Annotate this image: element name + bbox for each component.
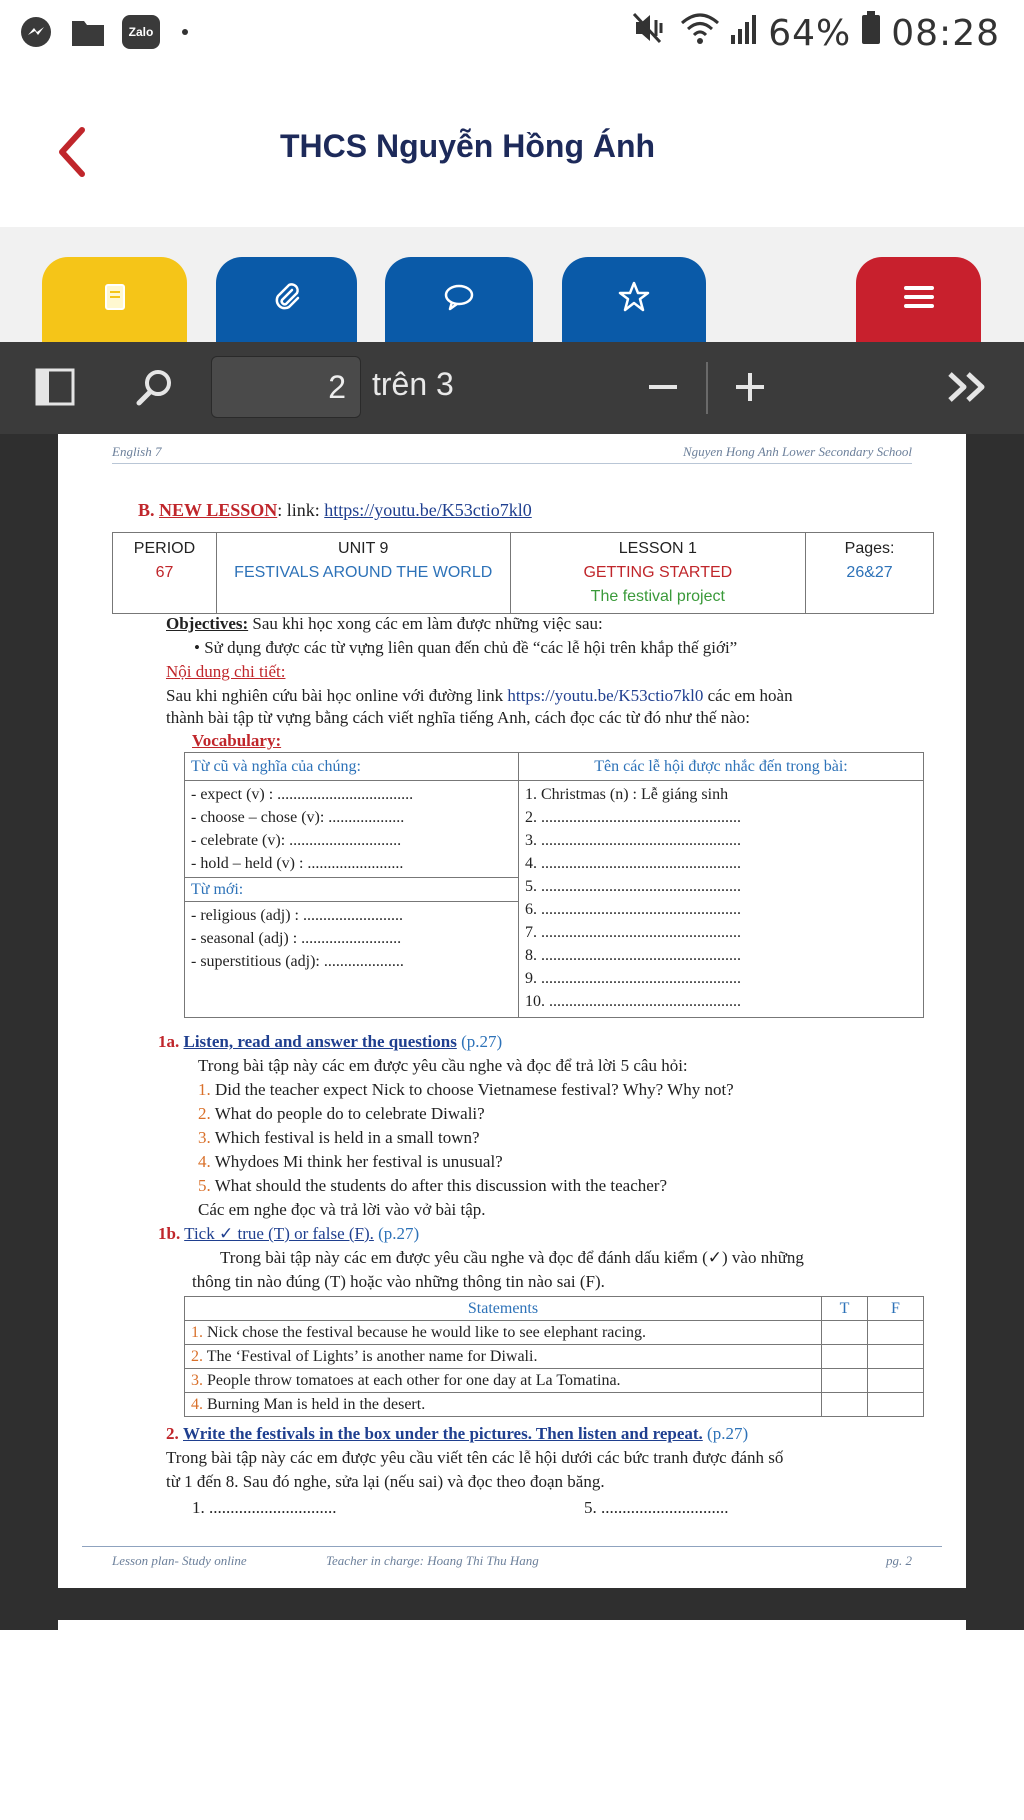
period-cell	[113, 533, 217, 614]
table-row	[185, 1345, 924, 1369]
ex2-page: (p.27)	[707, 1424, 749, 1443]
toolbar-separator	[706, 362, 708, 414]
more-tools-icon[interactable]	[944, 366, 990, 408]
old-words-head: Từ cũ và nghĩa của chúng:	[185, 753, 519, 781]
festival-item: 7. ..................................................	[525, 924, 741, 941]
true-checkbox-cell[interactable]	[822, 1393, 868, 1417]
statement-cell	[185, 1369, 822, 1393]
ex1b-intro-2: thông tin nào đúng (T) hoặc vào những thông tin nào sai (F).	[192, 1272, 605, 1291]
tab-favorites[interactable]	[562, 257, 706, 342]
true-checkbox-cell[interactable]	[822, 1369, 868, 1393]
footer-mid: Teacher in charge: Hoang Thi Thu Hang	[326, 1553, 539, 1568]
false-checkbox-cell[interactable]	[868, 1369, 924, 1393]
pdf-page	[58, 434, 966, 1588]
ex1a-intro: Trong bài tập này các em được yêu cầu nghe và đọc để trả lời 5 câu hỏi:	[198, 1056, 688, 1075]
folder-icon	[70, 14, 106, 50]
lesson-subtitle: The festival project	[590, 588, 725, 605]
lesson-value: GETTING STARTED	[583, 564, 733, 581]
pages-value: 26&27	[846, 564, 893, 581]
ex1a-question	[198, 1080, 734, 1100]
festival-item: 1. Christmas (n) : Lễ giáng sinh	[525, 786, 729, 803]
new-word-item: - religious (adj) : .........................	[191, 907, 403, 924]
statement-text: Burning Man is held in the desert.	[207, 1396, 426, 1413]
objectives-line	[166, 614, 603, 634]
ex2-line-2: từ 1 đến 8. Sau đó nghe, sửa lại (nếu sai) và đọc theo đoạn băng.	[166, 1472, 605, 1491]
true-checkbox-cell[interactable]	[822, 1345, 868, 1369]
ex1a-question	[198, 1176, 667, 1196]
vocab-label: Vocabulary:	[192, 731, 282, 750]
ex1a-page: (p.27)	[461, 1032, 503, 1051]
objectives-bullet: • Sử dụng được các từ vựng liên quan đến chủ đề “các lễ hội trên khắp thế giới”	[194, 638, 738, 657]
pdf-viewer[interactable]	[0, 434, 1024, 1630]
question-text: Which festival is held in a small town?	[214, 1128, 480, 1147]
status-bar	[0, 0, 1024, 72]
question-text: What do people do to celebrate Diwali?	[214, 1104, 485, 1123]
festival-item: 5. ..................................................	[525, 878, 741, 895]
app-bar	[0, 72, 1024, 227]
footer-right: pg. 2	[886, 1553, 912, 1568]
ex1a-outro: Các em nghe đọc và trả lời vào vở bài tập.	[198, 1200, 486, 1219]
tab-menu[interactable]	[856, 257, 981, 342]
statements-head: Statements	[185, 1297, 822, 1321]
unit-cell	[216, 533, 510, 614]
ex1b-number: 1b.	[158, 1224, 181, 1243]
statement-text: People throw tomatoes at each other for one day at La Tomatina.	[207, 1372, 621, 1389]
section-b-prefix: B.	[138, 500, 155, 520]
ex2-blank-5: 5. ..............................	[584, 1498, 729, 1517]
new-words-head: Từ mới:	[185, 877, 518, 902]
notification-dot	[182, 29, 188, 35]
question-text: Did the teacher expect Nick to choose Vietnamese festival? Why? Why not?	[215, 1080, 734, 1099]
battery-icon	[861, 11, 881, 55]
unit-value: FESTIVALS AROUND THE WORLD	[234, 564, 493, 581]
question-number: 1.	[198, 1080, 211, 1099]
festival-item: 2. ..................................................	[525, 809, 741, 826]
paperclip-icon	[270, 280, 304, 319]
festival-item: 6. ..................................................	[525, 901, 741, 918]
ex1a-title: Listen, read and answer the questions	[183, 1032, 457, 1051]
period-head: PERIOD	[133, 540, 196, 557]
statement-cell	[185, 1321, 822, 1345]
clock: 08:28	[891, 12, 1000, 54]
next-page-edge	[58, 1620, 966, 1630]
page-number-input[interactable]: 2	[211, 356, 361, 418]
zalo-icon: Zalo	[122, 15, 160, 49]
page-header	[112, 438, 912, 464]
detail-text-a: Sau khi nghiên cứu bài học online với đường link	[166, 686, 504, 705]
question-number: 3.	[198, 1128, 211, 1147]
question-number: 2.	[198, 1104, 211, 1123]
statement-cell	[185, 1393, 822, 1417]
ex1b-page: (p.27)	[378, 1224, 420, 1243]
ex1b-intro-1: Trong bài tập này các em được yêu cầu nghe và đọc để đánh dấu kiểm (✓) vào những	[220, 1248, 804, 1267]
objectives-text: Sau khi học xong các em làm được những việc sau:	[252, 614, 603, 633]
detail-text-b: các em hoàn	[707, 686, 793, 705]
table-row	[185, 1321, 924, 1345]
question-text: What should the students do after this discussion with the teacher?	[214, 1176, 667, 1195]
zoom-in-button[interactable]	[733, 366, 767, 408]
page-footer	[82, 1546, 942, 1572]
festival-item: 10. ................................................	[525, 993, 741, 1010]
ex1a-question	[198, 1128, 480, 1148]
ex1b-heading	[158, 1224, 419, 1244]
true-head: T	[822, 1297, 868, 1321]
header-left: English 7	[112, 444, 162, 459]
zoom-out-button[interactable]	[646, 366, 680, 408]
ex1a-number: 1a.	[158, 1032, 180, 1051]
festival-item: 9. ..................................................	[525, 970, 741, 987]
festival-item: 4. ..................................................	[525, 855, 741, 872]
festival-item: 8. ..................................................	[525, 947, 741, 964]
vocab-words-cell	[185, 781, 519, 1018]
pages-head: Pages:	[844, 540, 895, 557]
vocab-table	[184, 752, 924, 1018]
search-icon[interactable]	[134, 366, 176, 408]
footer-left: Lesson plan- Study online	[112, 1553, 247, 1568]
signal-icon	[730, 12, 758, 55]
statement-number: 4.	[191, 1396, 203, 1413]
section-b-link[interactable]: https://youtu.be/K53ctio7kl0	[324, 500, 532, 520]
messenger-icon	[18, 14, 54, 50]
mute-vibrate-icon	[630, 10, 670, 56]
header-right: Nguyen Hong Anh Lower Secondary School	[682, 444, 912, 459]
tab-attachments[interactable]	[216, 257, 357, 342]
app-title: THCS Nguyễn Hồng Ánh	[280, 128, 656, 164]
battery-percent: 64%	[768, 12, 852, 54]
lesson-head: LESSON 1	[618, 540, 697, 557]
false-checkbox-cell[interactable]	[868, 1321, 924, 1345]
table-row	[185, 1393, 924, 1417]
pages-cell	[806, 533, 934, 614]
ex2-title: Write the festivals in the box under the pictures. Then listen and repeat.	[183, 1424, 703, 1443]
ex2-line-1: Trong bài tập này các em được yêu cầu viết tên các lễ hội dưới các bức tranh được đánh số	[166, 1448, 784, 1467]
old-word-item: - choose – chose (v): ...................	[191, 809, 405, 826]
section-b-title: NEW LESSON	[159, 500, 278, 520]
question-text: Whydoes Mi think her festival is unusual?	[214, 1152, 503, 1171]
question-number: 5.	[198, 1176, 211, 1195]
wifi-icon	[680, 11, 720, 55]
detail-link[interactable]: https://youtu.be/K53ctio7kl0	[507, 686, 704, 705]
false-checkbox-cell[interactable]	[868, 1345, 924, 1369]
section-b-link-label: : link:	[277, 500, 320, 520]
period-value: 67	[155, 564, 174, 581]
statements-table	[184, 1296, 924, 1417]
false-head: F	[868, 1297, 924, 1321]
ex2-blank-1: 1. ..............................	[192, 1498, 337, 1517]
old-word-item: - celebrate (v): ............................	[191, 832, 402, 849]
statement-text: Nick chose the festival because he would like to see elephant racing.	[207, 1324, 646, 1341]
menu-icon	[902, 280, 936, 319]
ex2-heading	[166, 1424, 748, 1444]
true-checkbox-cell[interactable]	[822, 1321, 868, 1345]
chat-bubble-icon	[442, 280, 476, 319]
period-table	[112, 532, 934, 614]
unit-head: UNIT 9	[338, 540, 389, 557]
festival-item: 3. ..................................................	[525, 832, 741, 849]
lesson-cell	[510, 533, 806, 614]
statement-cell	[185, 1345, 822, 1369]
pdf-toolbar	[0, 342, 1024, 434]
ex1a-question	[198, 1104, 485, 1124]
old-word-item: - hold – held (v) : ........................	[191, 855, 404, 872]
back-arrow-icon[interactable]	[52, 124, 92, 180]
statement-number: 1.	[191, 1324, 203, 1341]
objectives-label: Objectives:	[166, 614, 249, 633]
false-checkbox-cell[interactable]	[868, 1393, 924, 1417]
tab-row	[0, 227, 1024, 342]
old-word-item: - expect (v) : ..................................	[191, 786, 414, 803]
statement-text: The ‘Festival of Lights’ is another name for Diwali.	[206, 1348, 538, 1365]
new-word-item: - superstitious (adj): ....................	[191, 953, 404, 970]
detail-line-2: thành bài tập từ vựng bằng cách viết nghĩa tiếng Anh, cách đọc các từ đó như thế nào:	[166, 708, 750, 727]
page-total-label: trên 3	[372, 366, 454, 402]
statement-number: 3.	[191, 1372, 203, 1389]
new-word-item: - seasonal (adj) : .........................	[191, 930, 402, 947]
festivals-cell	[519, 781, 924, 1018]
table-row	[185, 1369, 924, 1393]
festivals-head: Tên các lễ hội được nhắc đến trong bài:	[519, 753, 924, 781]
notebook-icon	[98, 280, 132, 319]
detail-line-1	[166, 686, 793, 706]
ex1b-title: Tick ✓ true (T) or false (F).	[184, 1224, 374, 1243]
section-b-line	[138, 500, 532, 520]
question-number: 4.	[198, 1152, 211, 1171]
statement-number: 2.	[191, 1348, 203, 1365]
ex1a-question	[198, 1152, 503, 1172]
ex2-number: 2.	[166, 1424, 179, 1443]
detail-label: Nội dung chi tiết:	[166, 662, 286, 681]
tab-chat[interactable]	[385, 257, 533, 342]
star-icon	[617, 280, 651, 319]
objectives-bullet-text: Sử dụng được các từ vựng liên quan đến chủ đề “các lễ hội trên khắp thế giới”	[204, 638, 738, 657]
ex1a-heading	[158, 1032, 502, 1052]
sidebar-toggle-icon[interactable]	[34, 366, 76, 408]
tab-notebook[interactable]	[42, 257, 187, 342]
